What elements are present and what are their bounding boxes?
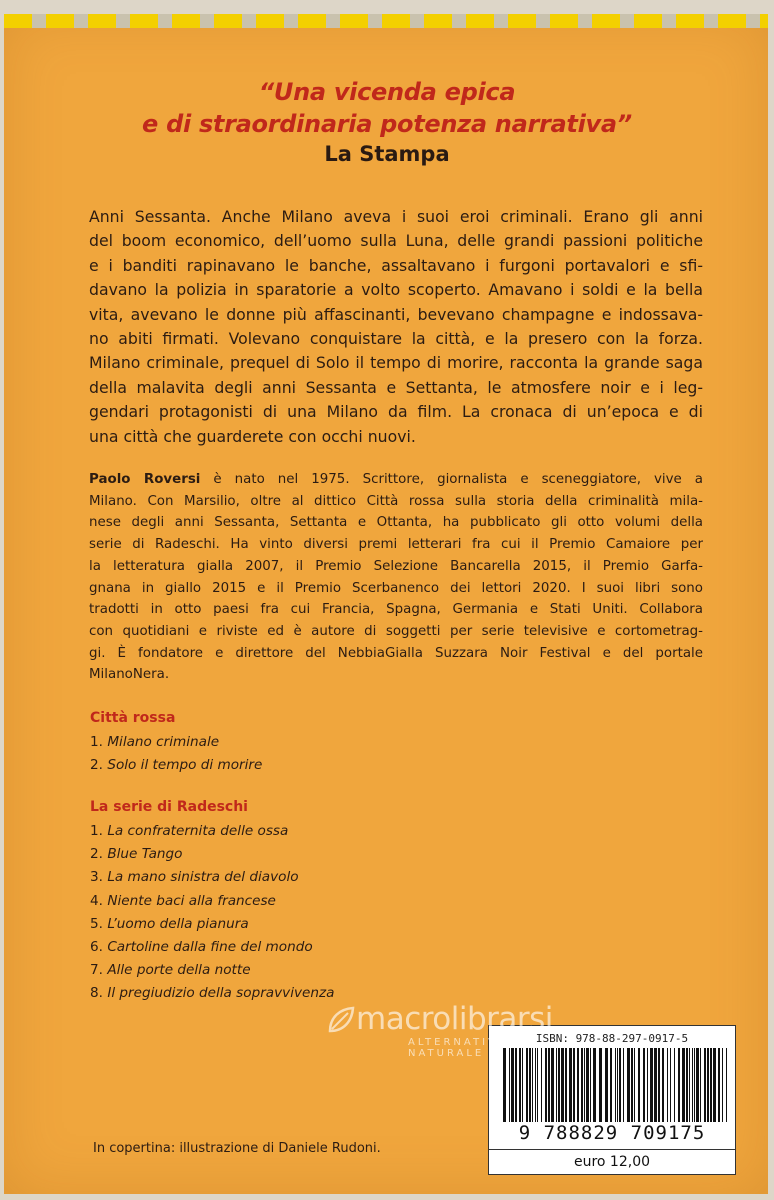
item-title: Il pregiudizio della sopravvivenza: [107, 985, 335, 1002]
item-number: 4.: [90, 892, 103, 909]
list-item: [90, 731, 262, 754]
barcode-bar: [519, 1048, 521, 1122]
barcode-bar: [726, 1048, 727, 1122]
barcode-bar: [535, 1048, 536, 1122]
bio-line-first: [89, 469, 703, 491]
barcode-bar: [615, 1048, 616, 1122]
bio-line: con quotidiani e riviste ed è autore di soggetti per serie televisive e cortometrag-: [89, 623, 703, 639]
barcode-bar: [631, 1048, 633, 1122]
blurb-line: no abiti firmati. Volevano conquistare la città, e la presero con la forza.: [89, 329, 703, 349]
item-number: 2.: [90, 757, 103, 774]
item-title: Cartoline dalla fine del mondo: [107, 939, 313, 956]
barcode-bar: [556, 1048, 557, 1122]
barcode-bar: [682, 1048, 685, 1122]
list-item: [90, 843, 334, 866]
list-item: [90, 936, 334, 959]
barcode-bar: [526, 1048, 528, 1122]
barcode-bar: [610, 1048, 612, 1122]
barcode-bar: [718, 1048, 720, 1122]
barcode-bar: [605, 1048, 608, 1122]
blurb-line: Anni Sessanta. Anche Milano aveva i suoi eroi criminali. Erano gli anni: [89, 207, 703, 226]
barcode-bar: [707, 1048, 709, 1122]
barcode-bar: [654, 1048, 657, 1122]
barcode-bar: [667, 1048, 668, 1122]
item-title: Niente baci alla francese: [107, 892, 276, 909]
item-number: 1.: [90, 823, 103, 839]
blurb-line: vita, avevano le donne più affascinanti, bevevano champagne e indossava-: [89, 304, 703, 324]
barcode-bar: [561, 1048, 564, 1122]
barcode-bar: [586, 1048, 589, 1122]
list-item: [90, 959, 334, 982]
barcode-bar: [515, 1048, 517, 1122]
barcode-bar: [710, 1048, 712, 1122]
item-number: 8.: [90, 985, 103, 1002]
item-number: 2.: [90, 846, 103, 863]
barcode-bar: [511, 1048, 514, 1122]
quote-line-1: “Una vicenda epica: [258, 78, 516, 106]
item-title: L’uomo della pianura: [107, 915, 249, 932]
author-bio: [89, 469, 703, 686]
item-title: La mano sinistra del diavolo: [107, 869, 299, 886]
barcode-bar: [537, 1048, 538, 1122]
barcode-bar: [694, 1048, 695, 1122]
barcode-bar: [503, 1048, 506, 1122]
barcode-bar: [529, 1048, 531, 1122]
barcode-bar: [634, 1048, 635, 1122]
cover-credit: In copertina: illustrazione di Daniele Rudoni.: [93, 1141, 381, 1156]
blurb-line: del boom economico, dell’uomo sulla Luna, delle grandi passioni politiche: [89, 231, 703, 251]
barcode-bar: [670, 1048, 671, 1122]
list-item: [90, 820, 334, 843]
top-stripe-band: [4, 14, 768, 28]
barcode-bar: [674, 1048, 675, 1122]
barcode-bar: [617, 1048, 618, 1122]
item-number: 6.: [90, 939, 103, 956]
list-item: [90, 890, 334, 913]
leaf-icon: [326, 1005, 356, 1035]
watermark-text: macrolibrarsi: [356, 1001, 553, 1037]
barcode-bar: [565, 1048, 567, 1122]
barcode-bar: [627, 1048, 630, 1122]
barcode-digits: 9 788829 709175: [518, 1122, 706, 1144]
list-item: [90, 866, 334, 889]
barcode-bar: [532, 1048, 533, 1122]
blurb-paragraph: [89, 205, 703, 449]
barcode-bar: [599, 1048, 602, 1122]
blurb-line: davano la polizia in sparatorie a volto scoperto. Amavano i soldi e la bella: [89, 280, 703, 300]
item-title: Alle porte della notte: [107, 962, 251, 979]
item-number: 1.: [90, 734, 103, 750]
bio-line: Milano. Con Marsilio, oltre al dittico Città rossa sulla storia della criminalità mila-: [89, 493, 703, 509]
barcode-bar: [704, 1048, 706, 1122]
barcode-bar: [584, 1048, 585, 1122]
item-title: Solo il tempo di morire: [107, 757, 263, 774]
barcode-bar: [590, 1048, 591, 1122]
barcode-bar: [573, 1048, 575, 1122]
bio-line: gnana in giallo 2015 e il Premio Scerbanenco dei lettori 2020. I suoi libri sono: [89, 580, 703, 596]
list-item: [90, 982, 334, 1005]
barcode-bar: [696, 1048, 699, 1122]
blurb-line: della malavita degli anni Sessanta e Settanta, le atmosfere noir e i leg-: [89, 377, 703, 397]
list-item: [90, 754, 262, 777]
item-title: Blue Tango: [107, 846, 183, 863]
barcode-bar: [713, 1048, 716, 1122]
price-label: euro 12,00: [573, 1154, 651, 1170]
item-number: 5.: [90, 915, 103, 932]
blurb-line: Milano criminale, prequel di Solo il tempo di morire, racconta la grande saga: [89, 353, 703, 373]
price-divider: [489, 1149, 735, 1150]
item-title: La confraternita delle ossa: [107, 823, 289, 839]
item-number: 3.: [90, 869, 103, 886]
barcode-bar: [662, 1048, 664, 1122]
barcode-bar: [638, 1048, 640, 1122]
barcode-bar: [689, 1048, 690, 1122]
barcode-bar: [577, 1048, 579, 1122]
barcode-bar: [686, 1048, 688, 1122]
blurb-line: gendari protagonisti di una Milano da film. La cronaca di un’epoca e di: [89, 402, 703, 422]
bio-line-rest: è nato nel 1975. Scrittore, giornalista e sceneggiatore, vive a: [200, 472, 703, 487]
barcode-bar: [522, 1048, 523, 1122]
radeschi-title: La serie di Radeschi: [90, 799, 248, 815]
barcode-bar: [541, 1048, 542, 1122]
barcode-bar: [569, 1048, 572, 1122]
bio-line: tradotti in otto paesi fra cui Francia, Spagna, Germania e Stati Uniti. Collabora: [89, 602, 703, 618]
citta-rossa-title: Città rossa: [90, 710, 176, 726]
barcode-bar: [643, 1048, 645, 1122]
barcode-icon: [503, 1048, 727, 1122]
bio-line: MilanoNera.: [89, 667, 170, 683]
barcode-bar: [548, 1048, 550, 1122]
barcode-bar: [623, 1048, 624, 1122]
barcode-bar: [647, 1048, 648, 1122]
barcode-bar: [619, 1048, 621, 1122]
list-item: [90, 913, 334, 936]
barcode-bar: [593, 1048, 596, 1122]
item-number: 7.: [90, 962, 103, 979]
barcode-bar: [722, 1048, 723, 1122]
barcode-bar: [692, 1048, 693, 1122]
bio-line: serie di Radeschi. Ha vinto diversi premi letterari fra cui il Premio Camaiore per: [89, 537, 703, 553]
citta-rossa-list: [90, 731, 262, 777]
item-title: Milano criminale: [107, 734, 220, 750]
barcode-bar: [650, 1048, 653, 1122]
isbn-label: ISBN: 978-88-297-0917-5: [535, 1032, 689, 1045]
blurb-line: una città che guarderete con occhi nuovi.: [89, 426, 416, 446]
radeschi-list: [90, 820, 334, 1006]
barcode-bar: [545, 1048, 547, 1122]
barcode-bar: [558, 1048, 560, 1122]
macrolibrarsi-watermark: [326, 1001, 566, 1059]
barcode-bar: [658, 1048, 660, 1122]
quote-line-2: e di straordinaria potenza narrativa”: [142, 110, 632, 138]
bio-line: gi. È fondatore e direttore del NebbiaGialla Suzzara Noir Festival e del portale: [89, 645, 703, 661]
quote-source: La Stampa: [324, 142, 450, 166]
barcode-bar: [678, 1048, 680, 1122]
barcode-bar: [551, 1048, 554, 1122]
watermark-subtext: ALTERNATIVA NATURALE: [408, 1037, 508, 1059]
barcode-bar: [509, 1048, 510, 1122]
bio-line: nese degli anni Sessanta, Settanta e Ottanta, ha pubblicato gli otto volumi della: [89, 515, 703, 531]
author-name: Paolo Roversi: [89, 472, 201, 487]
bio-line: la letteratura gialla 2007, il Premio Selezione Bancarella 2015, il Premio Garfa-: [89, 558, 703, 574]
barcode-bar: [700, 1048, 701, 1122]
blurb-line: e i banditi rapinavano le banche, assaltavano i furgoni portavalori e sfi-: [89, 255, 703, 275]
barcode-bar: [581, 1048, 583, 1122]
